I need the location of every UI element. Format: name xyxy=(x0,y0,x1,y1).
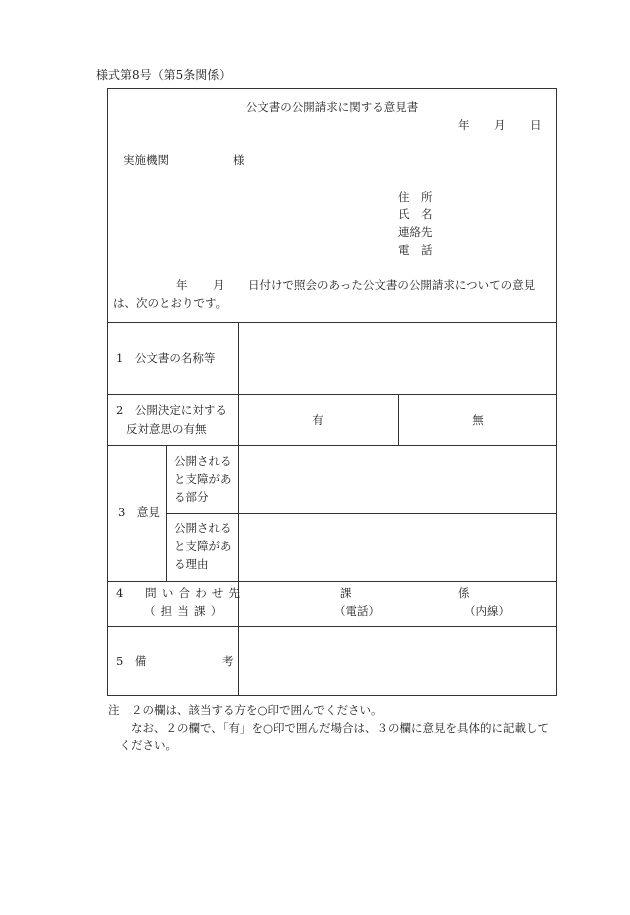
submitter-contact-label: 連絡先 xyxy=(398,225,433,239)
row3-label: 3 意見 xyxy=(118,505,160,519)
form-frame xyxy=(107,88,557,696)
row3-sub2-line3: る理由 xyxy=(174,557,209,571)
form-number: 様式第8号（第5条関係） xyxy=(96,68,232,82)
addressee-name: 実施機関 xyxy=(123,153,169,167)
note-line1: 注 ２の欄は、該当する方を○印で囲んでください。 xyxy=(108,703,383,717)
row3-sub1-line1: 公開される xyxy=(174,454,232,468)
row2-option-no: 無 xyxy=(472,413,484,427)
document-title: 公文書の公開請求に関する意見書 xyxy=(245,100,419,114)
row4-phone: （電話） xyxy=(334,604,380,618)
row2-divider-line xyxy=(398,394,399,445)
row3-sub1-line2: と支障があ xyxy=(174,472,232,486)
note-line2: なお、２の欄で、「有」を○印で囲んだ場合は、３の欄に意見を具体的に記載して xyxy=(108,720,550,735)
row4-staff: 係 xyxy=(458,586,470,600)
intro-year: 年 xyxy=(176,278,188,292)
row3-sub-divider-line xyxy=(166,445,167,581)
addressee-honorific: 様 xyxy=(233,153,245,167)
intro-line2: は、次のとおりです。 xyxy=(113,296,228,310)
row4-section: 課 xyxy=(340,586,352,600)
date-day: 日 xyxy=(530,118,542,132)
row4-label-line1: 4 問い合わせ先 xyxy=(116,586,246,600)
label-column-line xyxy=(238,322,239,696)
row3-bottom-line xyxy=(108,581,556,582)
submitter-name-label: 氏 名 xyxy=(398,207,433,221)
row2-label-line2: 反対意思の有無 xyxy=(126,422,207,436)
notes xyxy=(108,705,549,752)
date-month: 月 xyxy=(494,118,506,132)
row4-bottom-line xyxy=(108,626,556,627)
row3-sub1-line3: る部分 xyxy=(174,490,209,504)
row1-bottom-line xyxy=(108,394,556,395)
intro-line1: 日付けで照会のあった公文書の公開請求についての意見 xyxy=(248,278,536,292)
row4-extension: （内線） xyxy=(464,604,510,618)
row5-label-end: 考 xyxy=(222,654,234,668)
row5-label-start: 5 備 xyxy=(116,654,147,668)
row2-label-line1: 2 公開決定に対する xyxy=(116,403,227,417)
row3-sub2-line1: 公開される xyxy=(174,521,232,535)
row2-option-yes: 有 xyxy=(312,413,324,427)
row1-label: 1 公文書の名称等 xyxy=(116,351,216,365)
submitter-address-label: 住 所 xyxy=(398,190,433,204)
intro-month: 月 xyxy=(213,278,225,292)
submitter-phone-label: 電 話 xyxy=(398,243,433,257)
row2-bottom-line xyxy=(108,445,556,446)
row3-middle-line xyxy=(166,513,556,514)
note-line3: ください。 xyxy=(108,738,177,752)
row4-label-line2: （担当課） xyxy=(144,604,228,618)
row3-sub2-line2: と支障があ xyxy=(174,539,232,553)
table-top-line xyxy=(108,322,556,323)
date-year: 年 xyxy=(458,118,470,132)
